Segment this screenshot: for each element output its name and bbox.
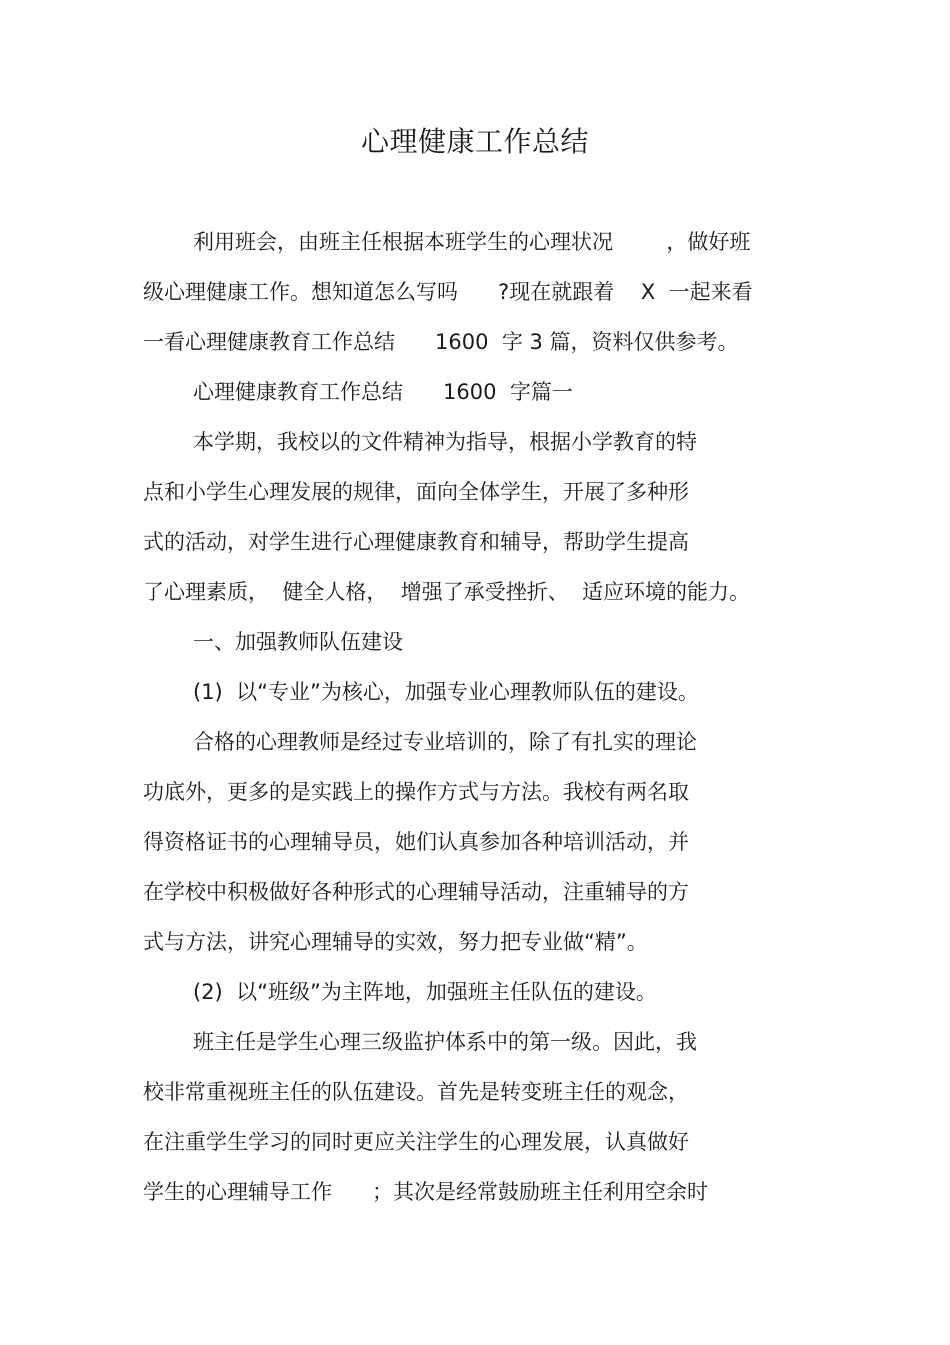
text-line: 本学期，我校以的文件精神为指导，根据小学教育的特 — [193, 430, 697, 454]
text-line: 在注重学生学习的同时更应关注学生的心理发展，认真做好 — [143, 1130, 689, 1154]
text-line: 功底外，更多的是实践上的操作方式与方法。我校有两名取 — [143, 780, 689, 804]
text-line: 一看心理健康教育工作总结 1600 字 3 篇，资料仅供参考。 — [143, 330, 739, 354]
text-line: 式的活动，对学生进行心理健康教育和辅导，帮助学生提高 — [143, 530, 689, 554]
text-line: 校非常重视班主任的队伍建设。首先是转变班主任的观念， — [143, 1080, 689, 1104]
text-line: 式与方法，讲究心理辅导的实效，努力把专业做“精”。 — [143, 930, 648, 954]
subsection-heading: (2) 以“班级”为主阵地，加强班主任队伍的建设。 — [193, 980, 657, 1004]
text-line: 点和小学生心理发展的规律，面向全体学生，开展了多种形 — [143, 480, 689, 504]
text-line: 在学校中积极做好各种形式的心理辅导活动，注重辅导的方 — [143, 880, 689, 904]
text-line: 了心理素质， 健全人格， 增强了承受挫折、 适应环境的能力。 — [143, 580, 751, 604]
subsection-heading: (1) 以“专业”为核心，加强专业心理教师队伍的建设。 — [193, 680, 699, 704]
document-title: 心理健康工作总结 — [360, 125, 589, 158]
text-line: 级心理健康工作。想知道怎么写吗 ?现在就跟着 X 一起来看 — [143, 280, 753, 304]
text-line: 利用班会，由班主任根据本班学生的心理状况 ，做好班 — [193, 230, 751, 254]
section-heading: 心理健康教育工作总结 1600 字篇一 — [193, 380, 573, 404]
text-line: 得资格证书的心理辅导员，她们认真参加各种培训活动，并 — [143, 830, 689, 854]
text-line: 班主任是学生心理三级监护体系中的第一级。因此，我 — [193, 1030, 697, 1054]
text-line: 学生的心理辅导工作 ；其次是经常鼓励班主任利用空余时 — [143, 1180, 709, 1204]
text-line: 合格的心理教师是经过专业培训的，除了有扎实的理论 — [193, 730, 697, 754]
section-heading: 一、加强教师队伍建设 — [193, 630, 403, 654]
